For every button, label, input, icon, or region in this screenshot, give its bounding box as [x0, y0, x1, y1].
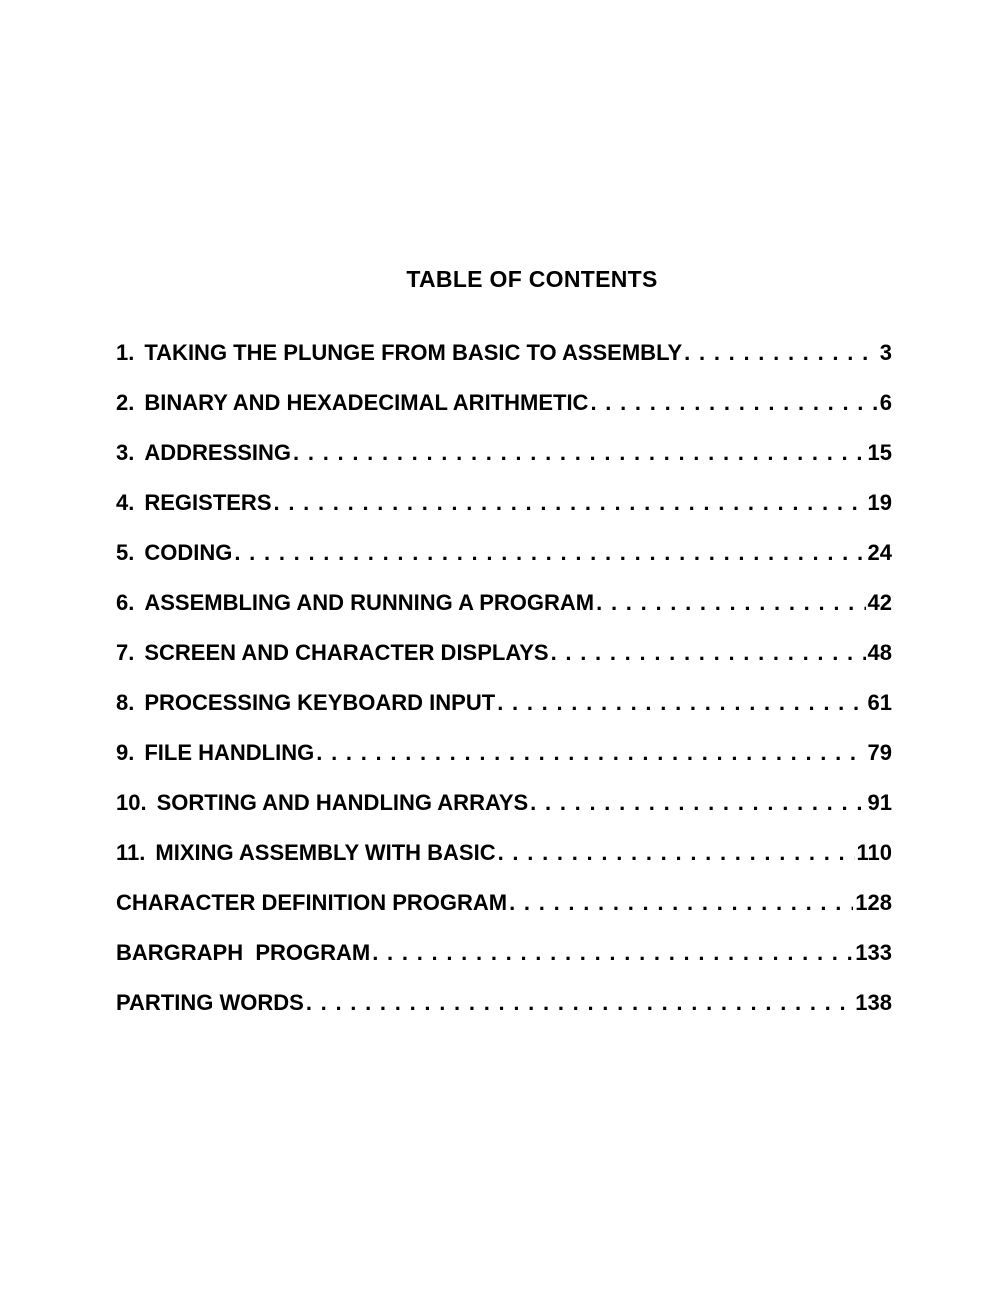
toc-entry-page: 79	[867, 740, 892, 765]
toc-entry-page: 19	[867, 490, 892, 515]
toc-dot-leader	[497, 690, 865, 716]
toc-entry	[116, 340, 892, 390]
toc-dot-leader	[596, 590, 865, 616]
toc-entry	[116, 390, 892, 440]
toc-entry	[116, 490, 892, 540]
toc-entry	[116, 540, 892, 590]
toc-entry-number: 3.	[116, 440, 135, 465]
toc-entry-title: PROCESSING KEYBOARD INPUT	[144, 690, 496, 715]
toc-entry	[116, 640, 892, 690]
toc-entry-page: 24	[867, 540, 892, 565]
toc-dot-leader	[234, 540, 865, 566]
toc-entry	[116, 740, 892, 790]
toc-entry-title: REGISTERS	[144, 490, 272, 515]
toc-entry-title: SCREEN AND CHARACTER DISPLAYS	[144, 640, 549, 665]
toc-dot-leader	[509, 890, 853, 916]
table-of-contents	[116, 340, 892, 1040]
toc-entry-page: 128	[855, 890, 892, 915]
toc-entry-number: 11.	[116, 840, 146, 865]
toc-entry-title: PARTING WORDS	[116, 990, 304, 1015]
toc-dot-leader	[293, 440, 865, 466]
toc-entry-number: 2.	[116, 390, 135, 415]
toc-entry-number: 9.	[116, 740, 135, 765]
toc-entry	[116, 690, 892, 740]
toc-entry-page: 3	[879, 340, 892, 365]
toc-entry-number: 5.	[116, 540, 135, 565]
toc-entry-title: FILE HANDLING	[144, 740, 315, 765]
toc-entry-title: BINARY AND HEXADECIMAL ARITHMETIC	[144, 390, 589, 415]
toc-entry-title: TAKING THE PLUNGE FROM BASIC TO ASSEMBLY	[144, 340, 683, 365]
toc-entry-number: 7.	[116, 640, 135, 665]
toc-dot-leader	[498, 840, 855, 866]
toc-entry-number: 8.	[116, 690, 135, 715]
toc-entry-title: SORTING AND HANDLING ARRAYS	[156, 790, 529, 815]
page-title: TABLE OF CONTENTS	[406, 266, 658, 292]
toc-entry-title: CODING	[144, 540, 233, 565]
toc-dot-leader	[306, 990, 853, 1016]
toc-entry	[116, 590, 892, 640]
toc-entry-title: ADDRESSING	[144, 440, 292, 465]
toc-dot-leader	[551, 640, 866, 666]
toc-entry	[116, 990, 892, 1040]
toc-entry-title: MIXING ASSEMBLY WITH BASIC	[155, 840, 496, 865]
toc-entry-page: 91	[867, 790, 892, 815]
toc-entry-page: 110	[856, 840, 892, 865]
toc-entry	[116, 840, 892, 890]
toc-dot-leader	[530, 790, 865, 816]
toc-entry	[116, 890, 892, 940]
toc-entry-title: ASSEMBLING AND RUNNING A PROGRAM	[144, 590, 595, 615]
toc-entry-page: 133	[855, 940, 892, 965]
toc-entry-page: 6	[879, 390, 892, 415]
toc-entry	[116, 440, 892, 490]
toc-entry-page: 138	[855, 990, 892, 1015]
toc-entry	[116, 790, 892, 840]
toc-dot-leader	[372, 940, 853, 966]
toc-dot-leader	[316, 740, 865, 766]
toc-entry-title: BARGRAPH PROGRAM	[116, 940, 371, 965]
toc-entry-page: 48	[867, 640, 892, 665]
toc-entry-number: 6.	[116, 590, 135, 615]
toc-entry-number: 10.	[116, 790, 147, 815]
toc-dot-leader	[590, 390, 877, 416]
toc-entry-page: 42	[867, 590, 892, 615]
toc-entry-page: 61	[867, 690, 892, 715]
toc-entry-page: 15	[867, 440, 892, 465]
toc-dot-leader	[684, 340, 878, 366]
toc-dot-leader	[274, 490, 866, 516]
toc-entry-number: 1.	[116, 340, 135, 365]
toc-entry-number: 4.	[116, 490, 135, 515]
toc-entry	[116, 940, 892, 990]
toc-entry-title: CHARACTER DEFINITION PROGRAM	[116, 890, 508, 915]
